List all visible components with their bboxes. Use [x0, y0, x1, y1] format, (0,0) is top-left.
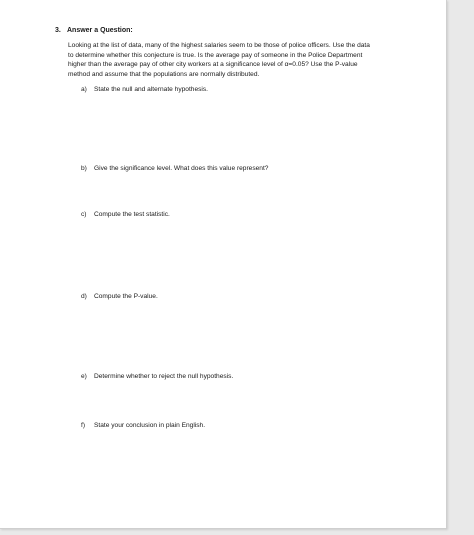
question-intro-paragraph — [68, 41, 408, 79]
question-text: Compute the P-value. — [94, 293, 158, 300]
question-item-f — [81, 422, 205, 429]
intro-line: method and assume that the populations are normally distributed. — [68, 70, 260, 78]
section-heading — [55, 27, 133, 34]
question-item-e — [81, 373, 233, 380]
question-text: Compute the test statistic. — [94, 211, 170, 218]
question-text: State the null and alternate hypothesis. — [94, 86, 209, 93]
question-letter: a) — [81, 86, 87, 93]
intro-line: higher than the average pay of other city workers at a significance level of α=0.05? Use the P-value — [68, 61, 358, 69]
intro-line: to determine whether this conjecture is true. Is the average pay of someone in the Police Department — [68, 51, 363, 59]
section-number: 3. — [55, 27, 61, 34]
question-letter: d) — [81, 293, 87, 300]
question-letter: f) — [81, 422, 86, 429]
intro-line: Looking at the list of data, many of the highest salaries seem to be those of police officers. Use the data — [68, 42, 370, 49]
question-text: Give the significance level. What does this value represent? — [94, 165, 269, 172]
section-title: Answer a Question: — [67, 27, 133, 34]
question-item-c — [81, 211, 170, 218]
question-item-b — [81, 165, 268, 172]
question-text: State your conclusion in plain English. — [94, 422, 206, 429]
question-letter: c) — [81, 211, 87, 218]
question-item-d — [81, 293, 158, 300]
question-letter: e) — [81, 373, 87, 380]
question-letter: b) — [81, 165, 87, 172]
question-text: Determine whether to reject the null hypothesis. — [94, 373, 234, 380]
question-item-a — [81, 86, 208, 93]
